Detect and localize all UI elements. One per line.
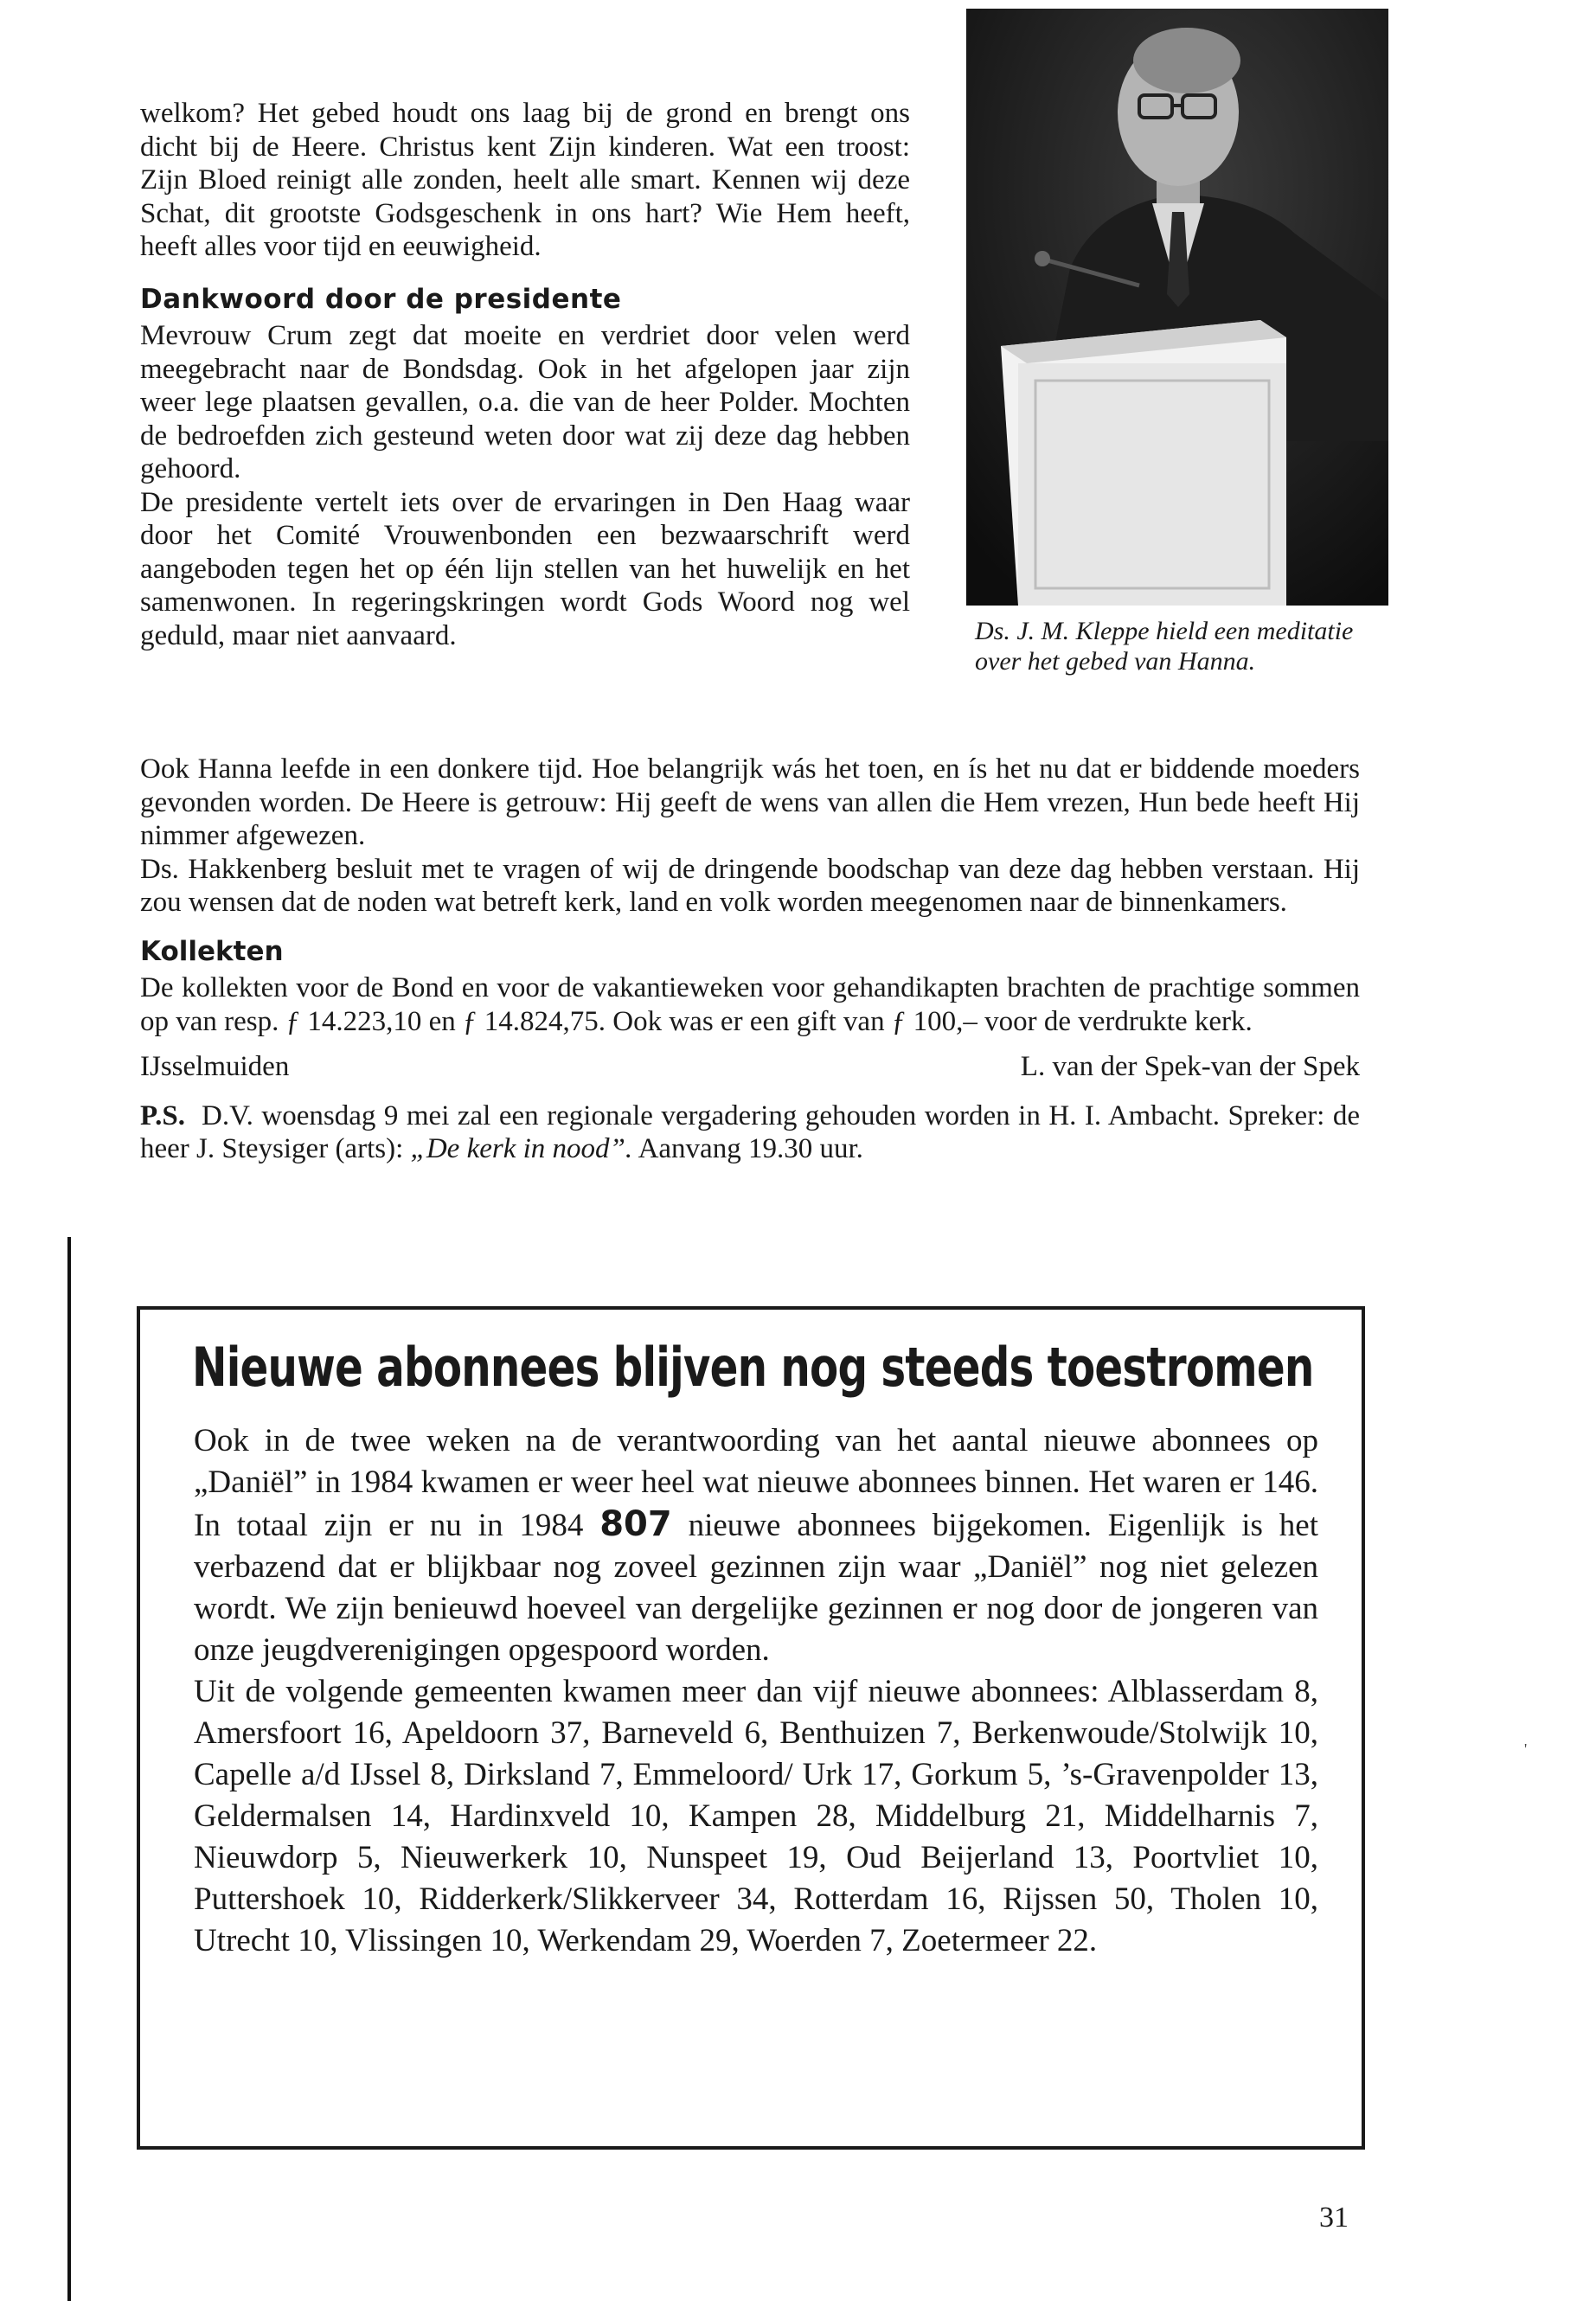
photo-caption: Ds. J. M. Kleppe hield een meditatie over het gebed van Hanna.: [975, 617, 1354, 676]
ps-text: D.V. woensdag 9 mei zal een regionale vergadering gehouden worden in H. I. Ambacht. Spreker: de heer J. Steysiger (arts):: [140, 1099, 1361, 1164]
announcement-text-after: nieuwe abonnees bijgekomen. Eigenlijk is het verbazend dat er blijkbaar nog zoveel gezinnen zijn waar „Daniël” nog niet gelezen wordt. We zijn benieuwd hoeveel van dergelijke gezinnen er nog door de jongeren van onze jeugdverenigingen opgespoord worden.: [194, 1508, 1319, 1668]
announcement-body: [194, 1420, 1318, 1962]
scan-edge-line: [67, 1237, 71, 2301]
speaker-photo: [966, 9, 1388, 606]
ps-label: P.S.: [140, 1099, 185, 1131]
ps-title: „De kerk in nood”.: [410, 1133, 633, 1164]
signature-row: [140, 1050, 1360, 1084]
announcement-box: [137, 1306, 1365, 2150]
dankwoord-paragraph-1: Mevrouw Crum zegt dat moeite en verdriet door velen werd meegebracht naar de Bondsdag. Ook in het afgelopen jaar zijn weer lege plaatsen gevallen, o.a. die van de heer Polder. Mochten de bedroefden zich gesteund weten door wat zij deze dag hebben gehoord.: [140, 320, 910, 484]
page-number: 31: [1319, 2202, 1349, 2234]
scan-speck: ': [1524, 1740, 1528, 1758]
announcement-paragraph-2: Uit de volgende gemeenten kwamen meer dan vijf nieuwe abonnees: Alblasserdam 8, Amersfoort 16, Apeldoorn 37, Barneveld 6, Benthuizen 7, Berkenwoude/Stolwijk 10, Capelle a/d IJssel 8, Dirksland 7, Emmeloord/ Urk 17, Gorkum 5, ’s-Gravenpolder 13, Geldermalsen 14, Hardinxveld 10, Kampen 28, Middelburg 21, Middelharnis 7, Nieuwdorp 5, Nieuwerkerk 10, Nunspeet 19, Oud Beijerland 13, Poortvliet 10, Puttershoek 10, Ridderkerk/Slikkerveer 34, Rotterdam 16, Rijssen 50, Tholen 10, Utrecht 10, Vlissingen 10, Werkendam 29, Woerden 7, Zoetermeer 22.: [194, 1674, 1318, 1958]
kollekten-heading: Kollekten: [140, 935, 284, 967]
hanna-paragraph: Ook Hanna leefde in een donkere tijd. Hoe belangrijk wás het toen, en ís het nu dat er biddende moeders gevonden worden. De Heere is getrouw: Hij geeft de wens van allen die Hem vrezen, Hun bede heeft Hij nimmer afgewezen.: [140, 753, 1360, 851]
hakkenberg-paragraph: Ds. Hakkenberg besluit met te vragen of wij de dringende boodschap van deze dag hebben verstaan. Hij zou wensen dat de noden wat betreft kerk, land en volk worden meegenomen naar de binnenkamers.: [140, 853, 1360, 918]
speaker-photo-illustration: [966, 9, 1388, 606]
article-column: [140, 97, 910, 652]
postscript: [140, 1099, 1360, 1166]
announcement-paragraph-1: [194, 1420, 1318, 1671]
full-width-text: [140, 753, 1360, 1166]
dankwoord-heading: Dankwoord door de presidente: [140, 283, 622, 315]
kollekten-paragraph: De kollekten voor de Bond en voor de vakantieweken voor gehandikapten brachten de prachtige sommen op van resp. ƒ 14.223,10 en ƒ 14.824,75. Ook was er een gift van ƒ 100,– voor de verdrukte kerk.: [140, 972, 1360, 1037]
subscriber-total: 807: [599, 1504, 672, 1544]
signature-name: L. van der Spek-van der Spek: [1020, 1051, 1360, 1082]
announcement-text-before: Ook in de twee weken na de verantwoording van het aantal nieuwe abonnees op „Daniël” in 1984 kwamen er weer heel wat nieuwe abonnees binnen. Het waren er 146. In totaal zijn er nu in 1984: [194, 1423, 1318, 1543]
announcement-title: Nieuwe abonnees blijven nog steeds toestromen: [192, 1336, 1314, 1399]
intro-paragraph: welkom? Het gebed houdt ons laag bij de grond en brengt ons dicht bij de Heere. Christus kent Zijn kinderen. Wat een troost: Zijn Bloed reinigt alle zonden, heelt alle smart. Kennen wij deze Schat, dit grootste Godsgeschenk in ons hart? Wie Hem heeft, heeft alles voor tijd en eeuwigheid.: [140, 98, 910, 262]
ps-tail: Aanvang 19.30 uur.: [632, 1133, 863, 1164]
dankwoord-paragraph-2: De presidente vertelt iets over de ervaringen in Den Haag waar door het Comité Vrouwenbonden een bezwaarschrift werd aangeboden tegen het op één lijn stellen van het huwelijk en het samenwonen. In regeringskringen wordt Gods Woord nog wel geduld, maar niet aanvaard.: [140, 486, 910, 651]
signature-place: IJsselmuiden: [140, 1051, 290, 1082]
